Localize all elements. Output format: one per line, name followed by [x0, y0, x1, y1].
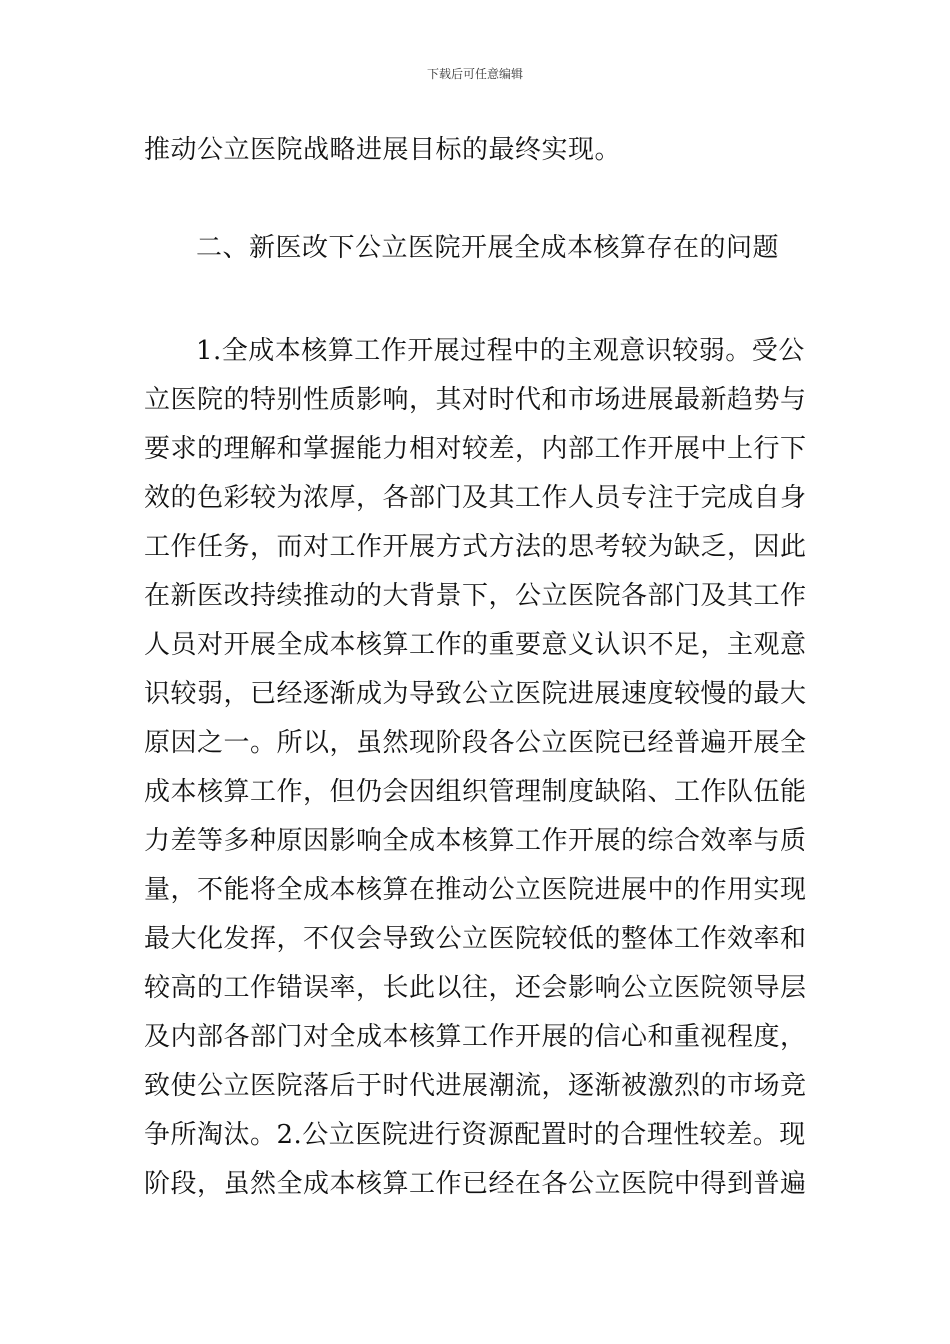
paragraph-line: 工作任务，而对工作开展方式方法的思考较为缺乏，因此	[144, 532, 807, 562]
paragraph-line: 成本核算工作，但仍会因组织管理制度缺陷、工作队伍能	[144, 777, 807, 807]
page-header: 下载后可任意编辑	[426, 67, 523, 81]
paragraph-line: 1.全成本核算工作开展过程中的主观意识较弱。受公	[196, 336, 805, 366]
paragraph-line: 人员对开展全成本核算工作的重要意义认识不足，主观意	[144, 630, 807, 660]
paragraph-line: 原因之一。所以，虽然现阶段各公立医院已经普遍开展全	[144, 728, 807, 758]
paragraph-line: 最大化发挥，不仅会导致公立医院较低的整体工作效率和	[144, 924, 807, 954]
paragraph-line: 要求的理解和掌握能力相对较差，内部工作开展中上行下	[144, 434, 807, 464]
paragraph-line: 争所淘汰。2.公立医院进行资源配置时的合理性较差。现	[144, 1120, 806, 1150]
paragraph-line: 致使公立医院落后于时代进展潮流，逐渐被激烈的市场竞	[144, 1071, 807, 1101]
paragraph-line: 立医院的特别性质影响，其对时代和市场进展最新趋势与	[144, 385, 807, 415]
paragraph-line: 量，不能将全成本核算在推动公立医院进展中的作用实现	[144, 875, 807, 905]
paragraph-line: 较高的工作错误率，长此以往，还会影响公立医院领导层	[144, 973, 807, 1003]
paragraph-line: 在新医改持续推动的大背景下，公立医院各部门及其工作	[144, 581, 807, 611]
paragraph-line: 效的色彩较为浓厚，各部门及其工作人员专注于完成自身	[144, 483, 807, 513]
intro-line: 推动公立医院战略进展目标的最终实现。	[144, 135, 622, 165]
paragraph-line: 识较弱，已经逐渐成为导致公立医院进展速度较慢的最大	[144, 679, 807, 709]
paragraph-line: 阶段，虽然全成本核算工作已经在各公立医院中得到普遍	[144, 1169, 807, 1199]
paragraph-line: 力差等多种原因影响全成本核算工作开展的综合效率与质	[144, 826, 807, 856]
section-heading: 二、新医改下公立医院开展全成本核算存在的问题	[196, 233, 780, 263]
paragraph-line: 及内部各部门对全成本核算工作开展的信心和重视程度，	[144, 1022, 807, 1052]
